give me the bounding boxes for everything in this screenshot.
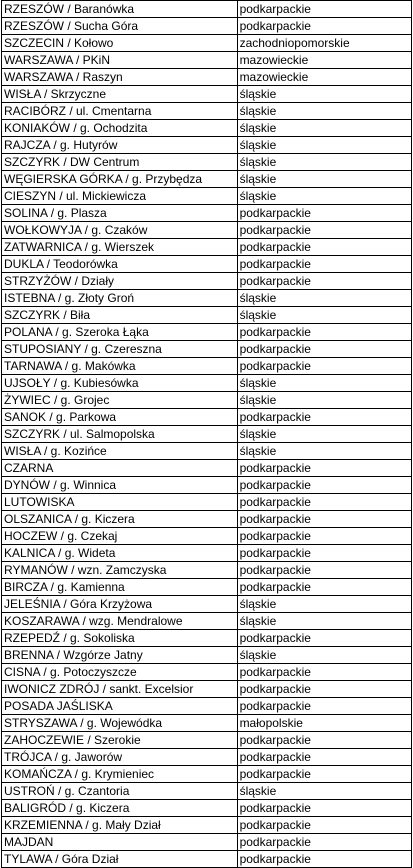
region-cell[interactable]: śląskie: [237, 613, 411, 630]
location-cell[interactable]: MAJDAN: [2, 834, 238, 851]
table-row: [2, 426, 412, 443]
table-row: [2, 783, 412, 800]
location-cell[interactable]: UJSOŁY / g. Kubiesówka: [2, 375, 238, 392]
location-cell[interactable]: ZATWARNICA / g. Wierszek: [2, 239, 238, 256]
region-cell[interactable]: podkarpackie: [237, 222, 411, 239]
locations-table-body: [2, 1, 412, 868]
region-cell[interactable]: podkarpackie: [237, 749, 411, 766]
location-cell[interactable]: KOSZARAWA / wzg. Mendralowe: [2, 613, 238, 630]
region-cell[interactable]: podkarpackie: [237, 834, 411, 851]
table-row: [2, 256, 412, 273]
table-row: [2, 188, 412, 205]
region-cell[interactable]: śląskie: [237, 596, 411, 613]
region-cell[interactable]: podkarpackie: [237, 18, 411, 35]
table-row: [2, 154, 412, 171]
table-row: [2, 290, 412, 307]
region-cell[interactable]: śląskie: [237, 120, 411, 137]
location-cell[interactable]: JELEŚNIA / Góra Krzyżowa: [2, 596, 238, 613]
table-row: [2, 307, 412, 324]
table-row: [2, 528, 412, 545]
location-cell[interactable]: DYNÓW / g. Winnica: [2, 477, 238, 494]
table-row: [2, 205, 412, 222]
table-row: [2, 137, 412, 154]
location-cell[interactable]: TARNAWA / g. Makówka: [2, 358, 238, 375]
region-cell[interactable]: śląskie: [237, 171, 411, 188]
location-cell[interactable]: SZCZYRK / DW Centrum: [2, 154, 238, 171]
table-row: [2, 69, 412, 86]
table-row: [2, 800, 412, 817]
table-row: [2, 834, 412, 851]
region-cell[interactable]: małopolskie: [237, 715, 411, 732]
region-cell[interactable]: śląskie: [237, 188, 411, 205]
table-row: [2, 375, 412, 392]
table-row: [2, 358, 412, 375]
region-cell[interactable]: śląskie: [237, 375, 411, 392]
table-row: [2, 494, 412, 511]
table-row: [2, 613, 412, 630]
region-cell[interactable]: podkarpackie: [237, 562, 411, 579]
location-cell[interactable]: WISŁA / g. Kozińce: [2, 443, 238, 460]
region-cell[interactable]: mazowieckie: [237, 52, 411, 69]
region-cell[interactable]: podkarpackie: [237, 324, 411, 341]
location-cell[interactable]: KOMAŃCZA / g. Krymieniec: [2, 766, 238, 783]
locations-table: [1, 0, 412, 868]
region-cell[interactable]: podkarpackie: [237, 698, 411, 715]
region-cell[interactable]: śląskie: [237, 426, 411, 443]
location-cell[interactable]: WARSZAWA / Raszyn: [2, 69, 238, 86]
region-cell[interactable]: śląskie: [237, 392, 411, 409]
table-row: [2, 766, 412, 783]
location-cell[interactable]: RZEPEDŹ / g. Sokoliska: [2, 630, 238, 647]
region-cell[interactable]: podkarpackie: [237, 477, 411, 494]
region-cell[interactable]: podkarpackie: [237, 732, 411, 749]
table-row: [2, 511, 412, 528]
region-cell[interactable]: podkarpackie: [237, 664, 411, 681]
location-cell[interactable]: DUKLA / Teodorówka: [2, 256, 238, 273]
region-cell[interactable]: podkarpackie: [237, 528, 411, 545]
location-cell[interactable]: HOCZEW / g. Czekaj: [2, 528, 238, 545]
table-row: [2, 749, 412, 766]
location-cell[interactable]: SZCZYRK / ul. Salmopolska: [2, 426, 238, 443]
region-cell[interactable]: podkarpackie: [237, 851, 411, 868]
location-cell[interactable]: WISŁA / Skrzyczne: [2, 86, 238, 103]
location-cell[interactable]: STRZYŻÓW / Działy: [2, 273, 238, 290]
table-row: [2, 596, 412, 613]
table-row: [2, 681, 412, 698]
region-cell[interactable]: zachodniopomorskie: [237, 35, 411, 52]
region-cell[interactable]: śląskie: [237, 154, 411, 171]
location-cell[interactable]: WOŁKOWYJA / g. Czaków: [2, 222, 238, 239]
location-cell[interactable]: LUTOWISKA: [2, 494, 238, 511]
region-cell[interactable]: podkarpackie: [237, 766, 411, 783]
location-cell[interactable]: TRÓJCA / g. Jaworów: [2, 749, 238, 766]
location-cell[interactable]: TYLAWA / Góra Dział: [2, 851, 238, 868]
location-cell[interactable]: RZESZÓW / Baranówka: [2, 1, 238, 18]
location-cell[interactable]: RACIBÓRZ / ul. Cmentarna: [2, 103, 238, 120]
region-cell[interactable]: podkarpackie: [237, 545, 411, 562]
location-cell[interactable]: CISNA / g. Potoczyszcze: [2, 664, 238, 681]
location-cell[interactable]: BIRCZA / g. Kamienna: [2, 579, 238, 596]
table-row: [2, 120, 412, 137]
table-row: [2, 18, 412, 35]
region-cell[interactable]: podkarpackie: [237, 800, 411, 817]
region-cell[interactable]: śląskie: [237, 443, 411, 460]
location-cell[interactable]: BRENNA / Wzgórze Jatny: [2, 647, 238, 664]
table-row: [2, 86, 412, 103]
table-row: [2, 460, 412, 477]
table-row: [2, 851, 412, 868]
region-cell[interactable]: podkarpackie: [237, 409, 411, 426]
region-cell[interactable]: podkarpackie: [237, 630, 411, 647]
region-cell[interactable]: śląskie: [237, 86, 411, 103]
location-cell[interactable]: RYMANÓW / wzn. Zamczyska: [2, 562, 238, 579]
table-row: [2, 239, 412, 256]
location-cell[interactable]: KRZEMIENNA / g. Mały Dział: [2, 817, 238, 834]
location-cell[interactable]: SZCZYRK / Biła: [2, 307, 238, 324]
table-row: [2, 817, 412, 834]
table-row: [2, 477, 412, 494]
table-row: [2, 579, 412, 596]
region-cell[interactable]: podkarpackie: [237, 273, 411, 290]
table-row: [2, 341, 412, 358]
table-row: [2, 562, 412, 579]
region-cell[interactable]: śląskie: [237, 137, 411, 154]
location-cell[interactable]: SOLINA / g. Plasza: [2, 205, 238, 222]
table-row: [2, 273, 412, 290]
table-row: [2, 52, 412, 69]
location-cell[interactable]: STRYSZAWA / g. Wojewódka: [2, 715, 238, 732]
region-cell[interactable]: podkarpackie: [237, 205, 411, 222]
location-cell[interactable]: KALNICA / g. Wideta: [2, 545, 238, 562]
location-cell[interactable]: WĘGIERSKA GÓRKA / g. Przybędza: [2, 171, 238, 188]
table-row: [2, 732, 412, 749]
region-cell[interactable]: podkarpackie: [237, 511, 411, 528]
table-row: [2, 647, 412, 664]
location-cell[interactable]: RZESZÓW / Sucha Góra: [2, 18, 238, 35]
location-cell[interactable]: IWONICZ ZDRÓJ / sankt. Excelsior: [2, 681, 238, 698]
table-row: [2, 171, 412, 188]
region-cell[interactable]: podkarpackie: [237, 1, 411, 18]
table-row: [2, 1, 412, 18]
location-cell[interactable]: POLANA / g. Szeroka Łąka: [2, 324, 238, 341]
location-cell[interactable]: RAJCZA / g. Hutyrów: [2, 137, 238, 154]
region-cell[interactable]: podkarpackie: [237, 358, 411, 375]
region-cell[interactable]: podkarpackie: [237, 460, 411, 477]
region-cell[interactable]: śląskie: [237, 103, 411, 120]
region-cell[interactable]: śląskie: [237, 307, 411, 324]
table-row: [2, 222, 412, 239]
table-row: [2, 715, 412, 732]
table-row: [2, 103, 412, 120]
table-row: [2, 324, 412, 341]
location-cell[interactable]: SZCZECIN / Kołowo: [2, 35, 238, 52]
location-cell[interactable]: KONIAKÓW / g. Ochodzita: [2, 120, 238, 137]
location-cell[interactable]: WARSZAWA / PKiN: [2, 52, 238, 69]
table-row: [2, 443, 412, 460]
location-cell[interactable]: ISTEBNA / g. Złoty Groń: [2, 290, 238, 307]
location-cell[interactable]: ZAHOCZEWIE / Szerokie: [2, 732, 238, 749]
table-row: [2, 664, 412, 681]
table-row: [2, 409, 412, 426]
table-row: [2, 630, 412, 647]
location-cell[interactable]: ŻYWIEC / g. Grojec: [2, 392, 238, 409]
region-cell[interactable]: śląskie: [237, 290, 411, 307]
table-row: [2, 698, 412, 715]
location-cell[interactable]: BALIGRÓD / g. Kiczera: [2, 800, 238, 817]
region-cell[interactable]: podkarpackie: [237, 494, 411, 511]
location-cell[interactable]: CZARNA: [2, 460, 238, 477]
location-cell[interactable]: SANOK / g. Parkowa: [2, 409, 238, 426]
region-cell[interactable]: podkarpackie: [237, 256, 411, 273]
region-cell[interactable]: śląskie: [237, 647, 411, 664]
region-cell[interactable]: śląskie: [237, 783, 411, 800]
location-cell[interactable]: OLSZANICA / g. Kiczera: [2, 511, 238, 528]
region-cell[interactable]: podkarpackie: [237, 681, 411, 698]
location-cell[interactable]: CIESZYN / ul. Mickiewicza: [2, 188, 238, 205]
region-cell[interactable]: podkarpackie: [237, 239, 411, 256]
location-cell[interactable]: POSADA JAŚLISKA: [2, 698, 238, 715]
location-cell[interactable]: USTROŃ / g. Czantoria: [2, 783, 238, 800]
region-cell[interactable]: podkarpackie: [237, 341, 411, 358]
region-cell[interactable]: podkarpackie: [237, 817, 411, 834]
region-cell[interactable]: mazowieckie: [237, 69, 411, 86]
table-row: [2, 35, 412, 52]
region-cell[interactable]: podkarpackie: [237, 579, 411, 596]
location-cell[interactable]: STUPOSIANY / g. Czereszna: [2, 341, 238, 358]
table-row: [2, 545, 412, 562]
table-row: [2, 392, 412, 409]
